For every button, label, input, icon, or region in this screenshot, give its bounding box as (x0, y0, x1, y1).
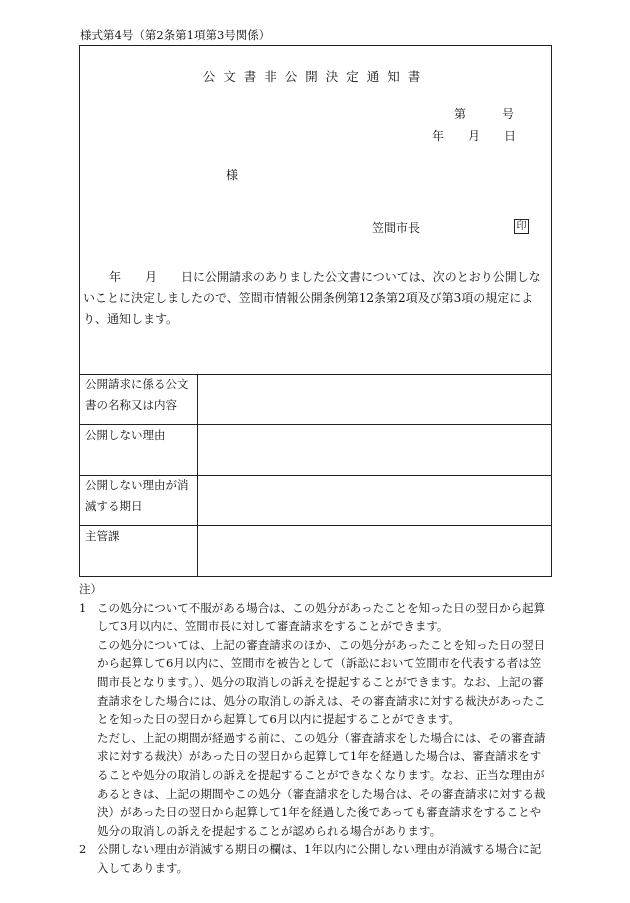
document-number-label: 第 号 (454, 107, 515, 121)
note-paragraph: ただし、上記の期間が経過する前に、この処分（審査請求をした場合には、その審査請求に対する裁決）があった日の翌日から起算して1年を経過した場合は、審査請求をすることや処分の取消しの訴えを提起することができなくなります。なお、正当な理由があるときは、上記の期間やこの処分（審査請求をした場合は、その審査請求に対する裁決）があった日の翌日から起算して1年を経過した後であっても審査請求をすることや処分の取消しの訴えを提起することが認められる場合があります。 (97, 730, 546, 838)
note-item (79, 599, 549, 841)
issuer-name: 笠間市長 (372, 221, 421, 235)
addressee-suffix: 様 (226, 168, 239, 182)
document-date-label: 年 月 日 (432, 129, 517, 143)
table-column-divider (197, 374, 198, 577)
table-row-label-department: 主管課 (85, 529, 120, 543)
seal-mark: 印 (514, 219, 529, 234)
notes-heading: 注） (79, 582, 102, 596)
table-row-label-reason: 公開しない理由 (85, 428, 166, 442)
notice-body-text: 年 月 日に公開請求のありました公文書については、次のとおり公開しないことに決定しましたので、笠間市情報公開条例第12条第2項及び第3項の規定により、通知します。 (83, 270, 541, 326)
note-paragraph: この処分について不服がある場合は、この処分があったことを知った日の翌日から起算して3月以内に、笠間市長に対して審査請求をすることができます。 (97, 600, 546, 634)
note-paragraph: この処分については、上記の審査請求のほか、この処分があったことを知った日の翌日から起算して6月以内に、笠間市を被告として（訴訟において笠間市を代表する者は笠間市長となります。）、処分の取消しの訴えを提起することができます。なお、上記の審査請求をした場合には、処分の取消しの訴えは、その審査請求に対する裁決があったことを知った日の翌日から起算して6月以内に提起することができます。 (97, 637, 546, 727)
table-row-label-document-name: 公開請求に係る公文書の名称又は内容 (85, 377, 189, 412)
document-title: 公文書非公開決定通知書 (202, 69, 429, 84)
note-item (79, 840, 549, 877)
note-paragraph: 公開しない理由が消滅する期日の欄は、1年以内に公開しない理由が消滅する場合に記入してあります。 (97, 842, 542, 875)
table-row-label-expiry-date: 公開しない理由が消滅する期日 (85, 478, 189, 513)
form-number-label: 様式第4号（第2条第1項第3号関係） (80, 28, 271, 42)
note-number: 1 (79, 600, 87, 615)
note-number: 2 (79, 842, 87, 857)
notes-section (79, 580, 549, 878)
notice-frame (79, 45, 552, 577)
